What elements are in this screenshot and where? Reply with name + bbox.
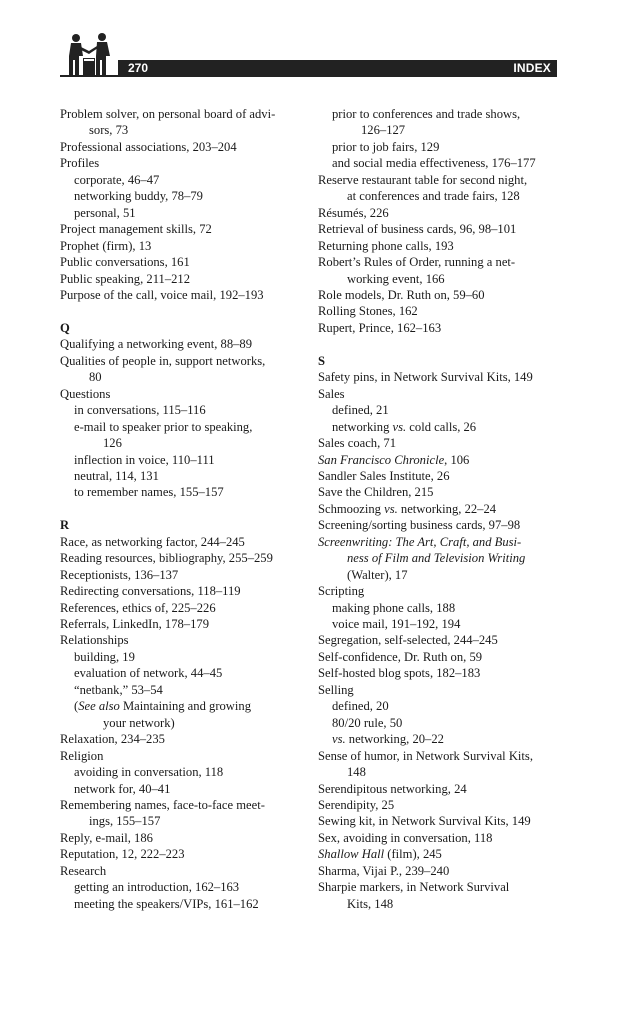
index-entry: Referrals, LinkedIn, 178–179 xyxy=(60,617,209,632)
section-title: INDEX xyxy=(513,61,551,75)
index-subentry: meeting the speakers/VIPs, 161–162 xyxy=(74,896,259,911)
index-subentry: e-mail to speaker prior to speaking, xyxy=(74,419,253,434)
index-entry: Race, as networking factor, 244–245 xyxy=(60,534,245,549)
index-entry: Reserve restaurant table for second night, xyxy=(318,172,528,187)
index-entry: Rupert, Prince, 162–163 xyxy=(318,320,442,335)
index-entry: References, ethics of, 225–226 xyxy=(60,600,216,615)
index-entry: Sense of humor, in Network Survival Kits, xyxy=(318,748,533,763)
index-letter-heading: Q xyxy=(60,320,70,335)
index-entry: Purpose of the call, voice mail, 192–193 xyxy=(60,287,264,302)
index-subentry: to remember names, 155–157 xyxy=(74,485,224,500)
index-entry: Self-confidence, Dr. Ruth on, 59 xyxy=(318,649,483,664)
index-entry: Robert’s Rules of Order, running a net- xyxy=(318,255,516,270)
index-entry: Public conversations, 161 xyxy=(60,255,190,270)
index-subentry: 80/20 rule, 50 xyxy=(332,715,403,730)
index-entry: Screenwriting: The Art, Craft, and Busi- xyxy=(318,534,522,549)
index-entry: Qualifying a networking event, 88–89 xyxy=(60,337,253,352)
index-entry: Schmoozing vs. networking, 22–24 xyxy=(318,501,497,516)
index-entry-continuation: (Walter), 17 xyxy=(347,567,408,582)
index-entry: Relationships xyxy=(60,633,129,648)
index-subentry: (See also Maintaining and growing xyxy=(74,699,251,714)
index-entry: Reading resources, bibliography, 255–259 xyxy=(60,551,273,566)
index-entry: Sandler Sales Institute, 26 xyxy=(318,468,450,483)
index-subentry: corporate, 46–47 xyxy=(74,172,160,187)
index-subentry: avoiding in conversation, 118 xyxy=(74,765,224,780)
index-entry: Research xyxy=(60,863,107,878)
index-entry: Sales coach, 71 xyxy=(318,436,396,451)
index-subentry: inflection in voice, 110–111 xyxy=(74,452,215,467)
page-number: 270 xyxy=(128,61,149,75)
index-subentry: neutral, 114, 131 xyxy=(74,468,159,483)
page-header xyxy=(60,32,557,78)
index-entry-continuation: Kits, 148 xyxy=(347,896,394,911)
index-subentry: “netbank,” 53–54 xyxy=(74,682,163,697)
index-entry: Sharpie markers, in Network Survival xyxy=(318,880,510,895)
index-entry: Redirecting conversations, 118–119 xyxy=(60,584,241,599)
index-entry: Résumés, 226 xyxy=(318,205,389,220)
index-entry: Rolling Stones, 162 xyxy=(318,304,418,319)
index-entry: Self-hosted blog spots, 182–183 xyxy=(318,666,481,681)
index-column-right xyxy=(318,106,563,912)
index-entry-continuation: 126–127 xyxy=(361,123,406,138)
index-subentry: defined, 20 xyxy=(332,699,389,714)
index-entry: Professional associations, 203–204 xyxy=(60,139,237,154)
index-entry: Questions xyxy=(60,386,111,401)
index-entry: Sales xyxy=(318,386,345,401)
index-entry: Public speaking, 211–212 xyxy=(60,271,191,286)
index-entry: Qualities of people in, support networks, xyxy=(60,353,266,368)
index-entry: Scripting xyxy=(318,584,365,599)
index-subentry: network for, 40–41 xyxy=(74,781,171,796)
index-entry-continuation: 126 xyxy=(103,436,122,451)
index-entry: Selling xyxy=(318,682,354,697)
index-entry: Prophet (firm), 13 xyxy=(60,238,152,253)
index-entry-continuation: 148 xyxy=(347,765,366,780)
index-subentry: prior to job fairs, 129 xyxy=(332,139,440,154)
index-column-left xyxy=(60,106,310,912)
index-subentry: building, 19 xyxy=(74,649,135,664)
index-entry: Retrieval of business cards, 96, 98–101 xyxy=(318,222,517,237)
index-entry: Project management skills, 72 xyxy=(60,222,212,237)
index-subentry: and social media effectiveness, 176–177 xyxy=(332,156,536,171)
index-entry: Screening/sorting business cards, 97–98 xyxy=(318,518,521,533)
index-entry: Sewing kit, in Network Survival Kits, 149 xyxy=(318,814,531,829)
index-entry: Serendipitous networking, 24 xyxy=(318,781,467,796)
index-entry-continuation: working event, 166 xyxy=(347,271,445,286)
index-subentry: voice mail, 191–192, 194 xyxy=(332,617,461,632)
index-entry: Returning phone calls, 193 xyxy=(318,238,454,253)
index-subentry: networking buddy, 78–79 xyxy=(74,189,203,204)
index-entry: Problem solver, on personal board of advi- xyxy=(60,107,276,121)
index-letter-heading: S xyxy=(318,353,326,368)
index-subentry: vs. networking, 20–22 xyxy=(332,732,444,747)
index-entry: Religion xyxy=(60,748,104,763)
index-entry: Relaxation, 234–235 xyxy=(60,732,165,747)
index-entry-continuation: sors, 73 xyxy=(89,123,129,138)
index-entry-continuation: 80 xyxy=(89,370,102,385)
index-subentry: prior to conferences and trade shows, xyxy=(332,107,521,121)
index-entry-continuation: ness of Film and Television Writing xyxy=(347,551,526,566)
index-entry: Receptionists, 136–137 xyxy=(60,567,179,582)
index-letter-heading: R xyxy=(60,518,70,533)
index-entry: Save the Children, 215 xyxy=(318,485,434,500)
index-entry: Segregation, self-selected, 244–245 xyxy=(318,633,498,648)
index-entry: Serendipity, 25 xyxy=(318,798,395,813)
index-entry: Role models, Dr. Ruth on, 59–60 xyxy=(318,287,485,302)
index-subentry: personal, 51 xyxy=(74,205,136,220)
index-entry: Shallow Hall (film), 245 xyxy=(318,847,442,862)
index-subentry: getting an introduction, 162–163 xyxy=(74,880,240,895)
index-subentry: networking vs. cold calls, 26 xyxy=(332,419,477,434)
index-entry-continuation: ings, 155–157 xyxy=(89,814,161,829)
index-subentry: making phone calls, 188 xyxy=(332,600,456,615)
index-subentry: evaluation of network, 44–45 xyxy=(74,666,223,681)
index-entry: Profiles xyxy=(60,156,100,171)
index-entry: Sharma, Vijai P., 239–240 xyxy=(318,863,450,878)
index-entry: Remembering names, face-to-face meet- xyxy=(60,798,265,812)
index-entry-continuation: at conferences and trade fairs, 128 xyxy=(347,189,520,204)
index-entry: Sex, avoiding in conversation, 118 xyxy=(318,830,493,845)
index-subentry: defined, 21 xyxy=(332,403,389,418)
index-entry: Reputation, 12, 222–223 xyxy=(60,847,185,862)
index-entry: San Francisco Chronicle, 106 xyxy=(318,452,470,467)
index-entry-continuation: your network) xyxy=(103,715,175,730)
index-entry: Safety pins, in Network Survival Kits, 149 xyxy=(318,370,533,385)
header-bar xyxy=(118,60,557,77)
index-subentry: in conversations, 115–116 xyxy=(74,403,206,418)
handshake-icon xyxy=(60,32,118,78)
index-entry: Reply, e-mail, 186 xyxy=(60,830,153,845)
